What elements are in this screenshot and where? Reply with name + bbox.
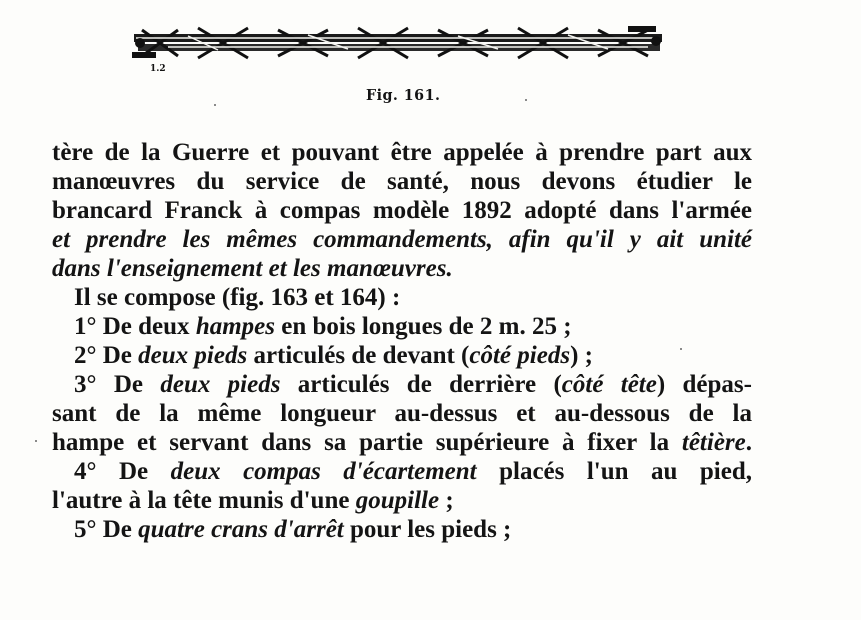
text-segment: 4° De <box>74 458 171 485</box>
text-line <box>52 283 752 312</box>
print-speck <box>680 348 682 350</box>
text-line <box>52 225 752 254</box>
italic-text: deux pieds <box>160 371 281 398</box>
text-line <box>52 457 752 486</box>
text-segment: ) ; <box>570 342 593 369</box>
italic-text: têtière <box>681 429 746 456</box>
text-segment: tère de la Guerre et pouvant être appelée à prendre part aux <box>52 139 752 166</box>
italic-text: dans l'enseignement et les manœuvres. <box>52 255 453 282</box>
text-line <box>52 370 752 399</box>
text-line <box>52 138 752 167</box>
text-line <box>52 254 752 283</box>
text-segment: l'autre à la tête munis d'une <box>52 487 356 514</box>
text-line <box>52 196 752 225</box>
text-segment: pour les pieds ; <box>343 516 512 543</box>
stretcher-illustration <box>128 22 666 64</box>
italic-text: goupille <box>355 487 440 514</box>
figure-scale-mark: 1.2 <box>150 64 166 74</box>
text-segment: brancard Franck à compas modèle 1892 adopté dans l'armée <box>52 197 752 224</box>
text-segment: ) dépas- <box>656 371 752 398</box>
text-line <box>52 312 752 341</box>
text-line <box>52 486 752 515</box>
print-speck <box>214 104 216 106</box>
italic-text: hampes <box>195 313 275 340</box>
italic-text: deux pieds <box>138 342 248 369</box>
figure-caption: Fig. 161. <box>366 86 441 104</box>
text-segment: articulés de devant ( <box>247 342 470 369</box>
print-speck <box>35 440 37 442</box>
text-line <box>52 341 752 370</box>
text-segment: 3° De <box>74 371 161 398</box>
print-speck <box>525 99 527 101</box>
text-segment: ; <box>439 487 454 514</box>
text-segment: 1° De deux <box>74 313 196 340</box>
text-segment: sant de la même longueur au-dessus et au-dessous de la <box>52 400 752 427</box>
text-line <box>52 428 752 457</box>
body-text <box>52 138 752 544</box>
text-segment: articulés de derrière ( <box>280 371 562 398</box>
text-segment: hampe et servant dans sa partie supérieure à fixer la <box>52 429 682 456</box>
italic-text: quatre crans d'arrêt <box>138 516 344 543</box>
italic-text: côté pieds <box>469 342 571 369</box>
text-line <box>52 399 752 428</box>
text-line <box>52 515 752 544</box>
italic-text: deux compas d'écartement <box>170 458 477 485</box>
text-line <box>52 167 752 196</box>
text-segment: placés l'un au pied, <box>476 458 752 485</box>
text-segment: manœuvres du service de santé, nous devons étudier le <box>52 168 752 195</box>
text-segment: en bois longues de 2 m. 25 ; <box>275 313 572 340</box>
text-segment: 2° De <box>74 342 139 369</box>
text-segment: . <box>745 429 752 456</box>
text-segment: Il se compose (fig. 163 et 164) : <box>74 284 401 311</box>
text-segment: 5° De <box>74 516 139 543</box>
italic-text: côté tête <box>561 371 657 398</box>
italic-text: et prendre les mêmes commandements, afin qu'il y ait unité <box>52 226 752 253</box>
